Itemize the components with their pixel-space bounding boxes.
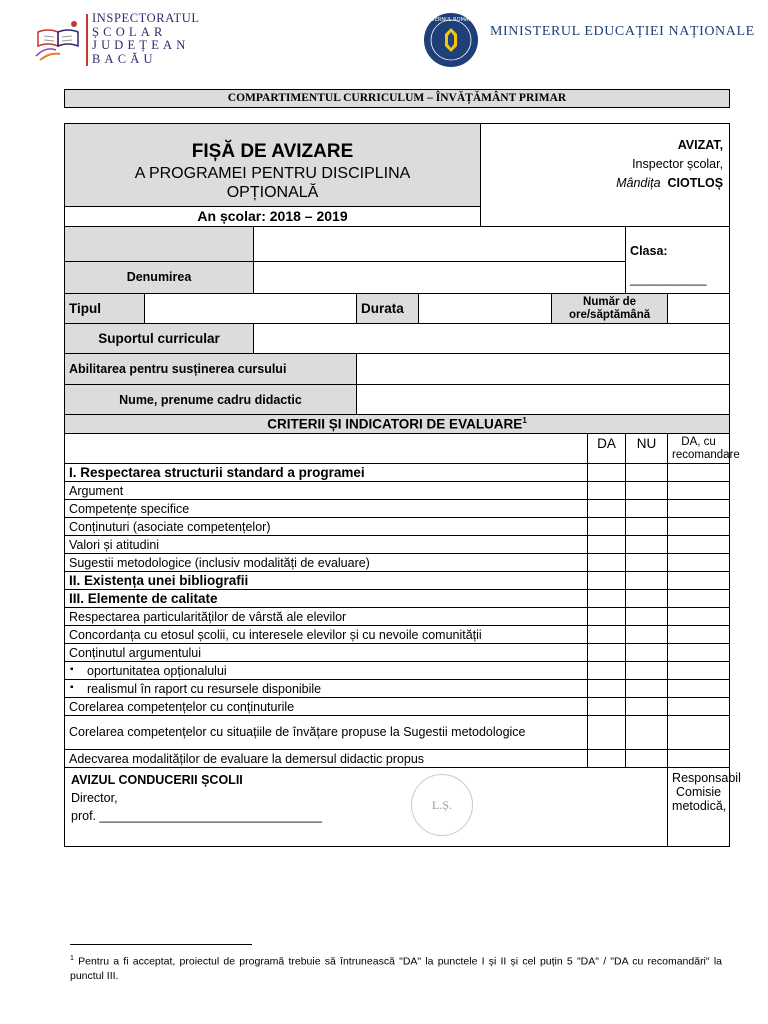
school-approval-block bbox=[65, 768, 668, 847]
check-yes[interactable] bbox=[588, 698, 626, 716]
check-rec[interactable] bbox=[668, 644, 730, 662]
col-yes: DA bbox=[588, 434, 626, 464]
criteria-row bbox=[65, 680, 730, 698]
check-no[interactable] bbox=[626, 572, 668, 590]
inspector-first-name: Mândița bbox=[616, 176, 661, 190]
check-yes[interactable] bbox=[588, 500, 626, 518]
section-label: II. Existența unei bibliografii bbox=[65, 572, 588, 590]
approval-title: AVIZAT, bbox=[677, 138, 724, 152]
criteria-section bbox=[65, 590, 730, 608]
check-yes[interactable] bbox=[588, 482, 626, 500]
criteria-row bbox=[65, 698, 730, 716]
criterion-label: ▪ realismul în raport cu resursele disponibile bbox=[65, 680, 588, 698]
check-no[interactable] bbox=[626, 680, 668, 698]
check-no[interactable] bbox=[626, 698, 668, 716]
footnote: $^1$ Pentru a fi acceptat, proiectul de programă trebuie să întrunească "DA" la punctele I și II și cel puțin 5 "DA" / "DA cu recomandări" la punctul III. bbox=[70, 955, 722, 982]
criteria-row bbox=[65, 482, 730, 500]
criteria-row bbox=[65, 500, 730, 518]
section-label: I. Respectarea structurii standard a programei bbox=[65, 464, 588, 482]
check-rec[interactable] bbox=[668, 518, 730, 536]
footnote-divider bbox=[70, 944, 252, 945]
form-title: FIȘĂ DE AVIZARE bbox=[191, 141, 354, 162]
criterion-label: Sugestii metodologice (inclusiv modalități de evaluare) bbox=[65, 554, 588, 572]
check-rec[interactable] bbox=[668, 572, 730, 590]
approval-role: Inspector școlar, bbox=[632, 157, 724, 171]
criterion-label: Concordanța cu etosul școlii, cu interesele elevilor și cu nevoile comunității bbox=[65, 626, 588, 644]
approval-block bbox=[481, 124, 730, 227]
check-rec[interactable] bbox=[668, 590, 730, 608]
check-yes[interactable] bbox=[588, 464, 626, 482]
check-yes[interactable] bbox=[588, 518, 626, 536]
class-label: Clasa: bbox=[630, 244, 668, 258]
compartment-banner: COMPARTIMENTUL CURRICULUM – ÎNVĂȚĂMÂNT PRIMAR bbox=[64, 89, 730, 108]
evaluation-form bbox=[64, 123, 741, 847]
criterion-label: Corelarea competențelor cu conținuturile bbox=[65, 698, 588, 716]
criteria-row bbox=[65, 626, 730, 644]
check-rec[interactable] bbox=[668, 500, 730, 518]
check-rec[interactable] bbox=[668, 698, 730, 716]
check-rec[interactable] bbox=[668, 680, 730, 698]
hours-input[interactable] bbox=[668, 294, 730, 324]
check-no[interactable] bbox=[626, 590, 668, 608]
support-input[interactable] bbox=[254, 324, 730, 354]
ability-input[interactable] bbox=[357, 354, 730, 385]
criteria-row bbox=[65, 662, 730, 680]
section-label: III. Elemente de calitate bbox=[65, 590, 588, 608]
criteria-section bbox=[65, 464, 730, 482]
check-no[interactable] bbox=[626, 662, 668, 680]
check-no[interactable] bbox=[626, 554, 668, 572]
duration-label: Durata bbox=[357, 294, 419, 324]
check-no[interactable] bbox=[626, 500, 668, 518]
book-quill-icon bbox=[34, 16, 84, 62]
criteria-section bbox=[65, 572, 730, 590]
criterion-label: Argument bbox=[65, 482, 588, 500]
school-year: An școlar: 2018 – 2019 bbox=[65, 206, 480, 226]
name-label-top bbox=[65, 227, 254, 262]
form-subtitle-2: OPȚIONALĂ bbox=[226, 184, 319, 201]
criterion-label: Valori și atitudini bbox=[65, 536, 588, 554]
hours-label: Număr de ore/săptămână bbox=[552, 294, 668, 324]
criterion-label: ▪ oportunitatea opționalului bbox=[65, 662, 588, 680]
isj-logo bbox=[34, 12, 214, 70]
government-seal-icon bbox=[423, 12, 479, 68]
check-yes[interactable] bbox=[588, 608, 626, 626]
criterion-label: Conținuturi (asociate competențelor) bbox=[65, 518, 588, 536]
director-signature-line[interactable]: prof. ________________________________ bbox=[71, 809, 322, 823]
name-label: Denumirea bbox=[65, 261, 254, 293]
check-no[interactable] bbox=[626, 464, 668, 482]
teacher-label: Nume, prenume cadru didactic bbox=[65, 385, 357, 415]
check-yes[interactable] bbox=[588, 680, 626, 698]
criteria-row bbox=[65, 644, 730, 662]
teacher-input[interactable] bbox=[357, 385, 730, 415]
criterion-label: Respectarea particularităților de vârstă ale elevilor bbox=[65, 608, 588, 626]
criterion-label: Competențe specifice bbox=[65, 500, 588, 518]
methodical-commission-responsible: Responsabil Comisie metodică, bbox=[668, 768, 730, 847]
school-approval-heading: AVIZUL CONDUCERII ȘCOLII bbox=[71, 773, 243, 787]
col-recommend: DA, cu recomandare bbox=[668, 434, 730, 464]
check-yes[interactable] bbox=[588, 554, 626, 572]
check-yes[interactable] bbox=[588, 536, 626, 554]
check-yes[interactable] bbox=[588, 716, 626, 750]
duration-input[interactable] bbox=[419, 294, 552, 324]
criteria-list bbox=[65, 464, 730, 768]
ability-label: Abilitarea pentru susținerea cursului bbox=[65, 354, 357, 385]
svg-text:GUVERNUL ROMÂNIEI: GUVERNUL ROMÂNIEI bbox=[423, 17, 479, 23]
class-cell[interactable] bbox=[626, 227, 730, 294]
col-no: NU bbox=[626, 434, 668, 464]
check-rec[interactable] bbox=[668, 608, 730, 626]
check-yes[interactable] bbox=[588, 572, 626, 590]
check-rec[interactable] bbox=[668, 482, 730, 500]
form-subtitle-1: A PROGRAMEI PENTRU DISCIPLINA bbox=[134, 165, 411, 182]
criteria-row bbox=[65, 536, 730, 554]
check-yes[interactable] bbox=[588, 662, 626, 680]
criteria-row bbox=[65, 716, 730, 750]
check-rec[interactable] bbox=[668, 554, 730, 572]
seal-stamp: L.Ș. bbox=[411, 774, 473, 836]
criteria-row bbox=[65, 554, 730, 572]
check-no[interactable] bbox=[626, 644, 668, 662]
inspector-last-name: CIOTLOȘ bbox=[667, 176, 724, 190]
class-blank: ___________ bbox=[630, 272, 707, 286]
criterion-label: Conținutul argumentului bbox=[65, 644, 588, 662]
check-yes[interactable] bbox=[588, 644, 626, 662]
check-rec[interactable] bbox=[668, 536, 730, 554]
ministry-name: MINISTERUL EDUCAȚIEI NAȚIONALE bbox=[490, 24, 755, 39]
check-yes[interactable] bbox=[588, 626, 626, 644]
criteria-heading: CRITERII ȘI INDICATORI DE EVALUARE$^1$ bbox=[65, 415, 730, 434]
director-label: Director, bbox=[71, 791, 118, 805]
check-no[interactable] bbox=[626, 626, 668, 644]
check-rec[interactable] bbox=[668, 716, 730, 750]
criteria-row bbox=[65, 518, 730, 536]
check-no[interactable] bbox=[626, 750, 668, 768]
type-label: Tipul bbox=[65, 294, 145, 324]
name-input[interactable] bbox=[254, 261, 626, 293]
criterion-label: Corelarea competențelor cu situațiile de învățare propuse la Sugestii metodologice bbox=[65, 716, 588, 750]
criteria-row bbox=[65, 608, 730, 626]
support-label: Suportul curricular bbox=[65, 324, 254, 354]
check-no[interactable] bbox=[626, 518, 668, 536]
check-no[interactable] bbox=[626, 716, 668, 750]
isj-name: INSPECTORATUL ȘCOLAR JUDEȚEAN BACĂU bbox=[92, 11, 200, 66]
check-no[interactable] bbox=[626, 482, 668, 500]
check-yes[interactable] bbox=[588, 750, 626, 768]
type-input[interactable] bbox=[145, 294, 357, 324]
check-rec[interactable] bbox=[668, 626, 730, 644]
check-no[interactable] bbox=[626, 536, 668, 554]
criteria-blank-header bbox=[65, 434, 588, 464]
name-input-top[interactable] bbox=[254, 227, 626, 262]
check-rec[interactable] bbox=[668, 464, 730, 482]
criteria-row bbox=[65, 750, 730, 768]
check-yes[interactable] bbox=[588, 590, 626, 608]
check-no[interactable] bbox=[626, 608, 668, 626]
check-rec[interactable] bbox=[668, 750, 730, 768]
check-rec[interactable] bbox=[668, 662, 730, 680]
form-title-block bbox=[65, 124, 481, 227]
criterion-label: Adecvarea modalităților de evaluare la demersul didactic propus bbox=[65, 750, 588, 768]
